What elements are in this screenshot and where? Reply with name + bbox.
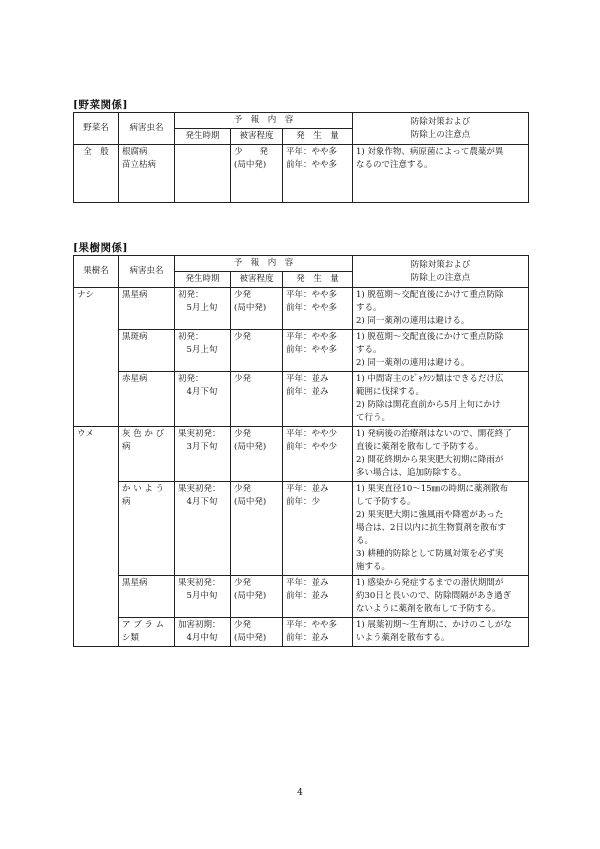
crop-cell: ウメ xyxy=(74,427,119,647)
notes-cell: 1) 展葉初期～生育期に、かけのこしがな いよう薬剤を散布する。 xyxy=(353,618,529,647)
notes-cell: 1) 感染から発症するまでの潜伏期間が 約30日と長いので、防除間隔があき過ぎ ないように薬剤を散布して予防する。 xyxy=(353,576,529,618)
damage-cell: 少 発 (局中発) xyxy=(231,145,283,203)
damage-cell: 少発 (局中発) xyxy=(231,618,283,647)
notes-cell: 1) 発病後の治療剤はないので、開花終了 直後に薬剤を散布して予防する。 2) 開花終期から果実肥大初期に降雨が 多い場合は、追加防除する。 xyxy=(353,427,529,482)
header-forecast: 予 報 内 容 xyxy=(175,256,353,272)
damage-cell: 少発 xyxy=(231,330,283,372)
amount-cell: 平年：やや多 前年：やや多 xyxy=(283,330,353,372)
header-damage-degree: 被害程度 xyxy=(231,272,283,288)
period-cell: 初発： 5月上旬 xyxy=(175,330,231,372)
header-forecast: 予 報 内 容 xyxy=(175,113,353,129)
damage-cell: 少発 (局中発) xyxy=(231,482,283,576)
header-occurrence-period: 発生時期 xyxy=(175,129,231,145)
damage-cell: 少発 (局中発) xyxy=(231,288,283,330)
notes-cell: 1) 中間寄主のﾋﾞｬｸｼﾝ類はできるだけ広 範囲に伐採する。 2) 防除は開花直前から5月上旬にかけ て行う。 xyxy=(353,372,529,427)
table-row xyxy=(74,145,529,203)
disease-cell: 赤星病 xyxy=(119,372,175,427)
header-damage-degree: 被害程度 xyxy=(231,129,283,145)
header-crop: 果樹名 xyxy=(74,256,119,288)
crop-cell: 全 般 xyxy=(74,145,119,203)
disease-cell: 黒星病 xyxy=(119,576,175,618)
notes-cell: 1) 果実直径10～15㎜の時期に薬剤散布 して予防する。 2) 果実肥大期に強風雨や降雹があった 場合は、2日以内に抗生物質剤を散布す る。 3) 耕種的防除として防風対策を必ず実 施する。 xyxy=(353,482,529,576)
disease-cell: 根腐病 苗立枯病 xyxy=(119,145,175,203)
amount-cell: 平年：やや多 前年：やや多 xyxy=(283,145,353,203)
amount-cell: 平年：やや多 前年：やや多 xyxy=(283,288,353,330)
amount-cell: 平年：やや少 前年：やや少 xyxy=(283,427,353,482)
amount-cell: 平年：並み 前年：並み xyxy=(283,576,353,618)
disease-cell: か い よ う 病 xyxy=(119,482,175,576)
fruits-table xyxy=(73,255,529,647)
disease-cell: 灰 色 か び 病 xyxy=(119,427,175,482)
disease-cell: ア ブ ラ ム シ類 xyxy=(119,618,175,647)
notes-cell: 1) 脱苞期～交配直後にかけて重点防除 する。 2) 同一薬剤の連用は避ける。 xyxy=(353,288,529,330)
amount-cell: 平年：並み 前年：並み xyxy=(283,372,353,427)
page-number: 4 xyxy=(297,788,303,798)
damage-cell: 少発 (局中発) xyxy=(231,576,283,618)
period-cell: 初発： 5月上旬 xyxy=(175,288,231,330)
notes-cell: 1) 脱苞期～交配直後にかけて重点防除 する。 2) 同一薬剤の連用は避ける。 xyxy=(353,330,529,372)
header-disease: 病害虫名 xyxy=(119,256,175,288)
disease-cell: 黒斑病 xyxy=(119,330,175,372)
vegetables-section-title: [野菜関係] xyxy=(73,99,128,111)
period-cell: 初発： 4月下旬 xyxy=(175,372,231,427)
header-occurrence-amount: 発 生 量 xyxy=(283,129,353,145)
table-row xyxy=(74,427,529,482)
fruits-section-title: [果樹関係] xyxy=(73,242,128,254)
header-crop: 野菜名 xyxy=(74,113,119,145)
notes-cell: 1) 対象作物、病原菌によって農薬が異 なるので注意する。 xyxy=(353,145,529,203)
header-occurrence-period: 発生時期 xyxy=(175,272,231,288)
period-cell: 果実初発： 3月下旬 xyxy=(175,427,231,482)
amount-cell: 平年：やや多 前年：並み xyxy=(283,618,353,647)
header-countermeasures: 防除対策および 防除上の注意点 xyxy=(353,256,529,288)
table-row xyxy=(74,372,529,427)
table-row xyxy=(74,288,529,330)
table-row xyxy=(74,618,529,647)
disease-cell: 黒星病 xyxy=(119,288,175,330)
crop-cell: ナシ xyxy=(74,288,119,427)
period-cell xyxy=(175,145,231,203)
header-countermeasures: 防除対策および 防除上の注意点 xyxy=(353,113,529,145)
table-row xyxy=(74,576,529,618)
period-cell: 加害初期： 4月中旬 xyxy=(175,618,231,647)
damage-cell: 少発 (局中発) xyxy=(231,427,283,482)
amount-cell: 平年：並み 前年：少 xyxy=(283,482,353,576)
header-occurrence-amount: 発 生 量 xyxy=(283,272,353,288)
header-disease: 病害虫名 xyxy=(119,113,175,145)
damage-cell: 少発 xyxy=(231,372,283,427)
table-row xyxy=(74,482,529,576)
vegetables-table xyxy=(73,112,529,203)
period-cell: 果実初発： 4月下旬 xyxy=(175,482,231,576)
period-cell: 果実初発： 5月中旬 xyxy=(175,576,231,618)
table-row xyxy=(74,330,529,372)
